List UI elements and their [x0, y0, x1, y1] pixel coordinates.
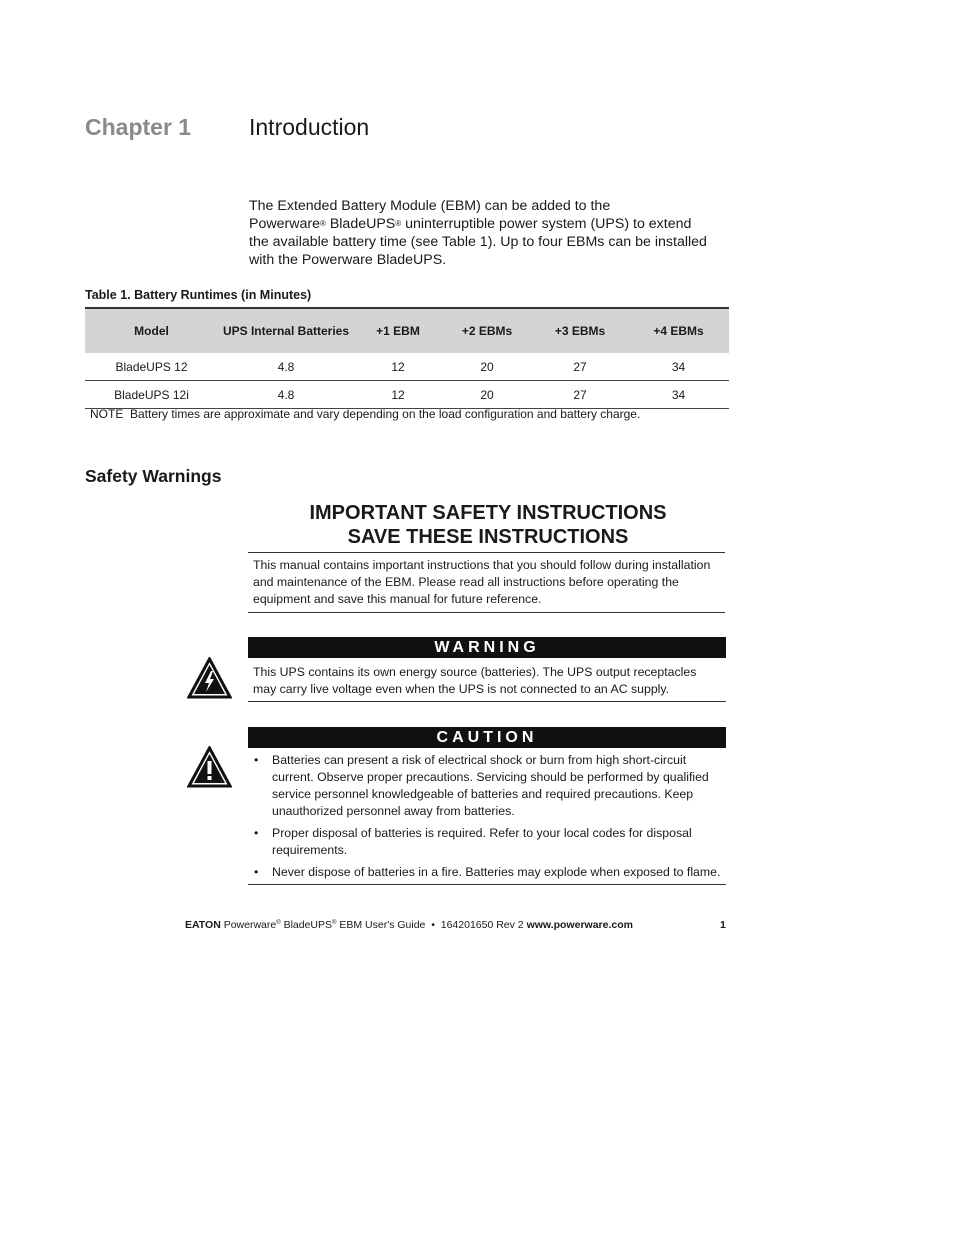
table-cell: 12	[354, 353, 442, 381]
intro-line: The Extended Battery Module (EBM) can be added to the	[249, 198, 611, 214]
battery-runtime-table	[85, 307, 729, 409]
caution-banner: CAUTION	[248, 727, 726, 748]
list-item: • Never dispose of batteries in a fire. Batteries may explode when exposed to flame.	[254, 865, 721, 879]
table-cell: 27	[532, 353, 628, 381]
table-cell: 12	[354, 381, 442, 409]
table-cell: 34	[628, 381, 729, 409]
important-line-1: IMPORTANT SAFETY INSTRUCTIONS	[309, 502, 667, 524]
table-cell: BladeUPS 12i	[85, 381, 218, 409]
table-caption: Table 1. Battery Runtimes (in Minutes)	[85, 288, 312, 302]
table-cell: 27	[532, 381, 628, 409]
high-voltage-icon	[187, 657, 232, 699]
important-line-2: SAVE THESE INSTRUCTIONS	[347, 526, 629, 548]
table-cell: 4.8	[218, 353, 354, 381]
table-header: Model	[85, 308, 218, 353]
table-header: +3 EBMs	[532, 308, 628, 353]
page-number: 1	[720, 919, 726, 931]
intro-line: Powerware® BladeUPS® uninterruptible power system (UPS) to extend	[249, 216, 692, 232]
intro-line: the available battery time (see Table 1). Up to four EBMs can be installed	[249, 234, 707, 250]
warning-text: This UPS contains its own energy source (batteries). The UPS output receptacles may carry live voltage even when the UPS is not connected to an AC supply.	[248, 662, 726, 702]
warning-banner: WARNING	[248, 637, 726, 658]
table-row	[85, 353, 729, 381]
table-cell: 20	[442, 353, 532, 381]
table-cell: BladeUPS 12	[85, 353, 218, 381]
intro-line: with the Powerware BladeUPS.	[249, 252, 447, 268]
exclamation-icon	[187, 746, 232, 788]
table-row	[85, 381, 729, 409]
table-cell: 4.8	[218, 381, 354, 409]
table-note: NOTE Battery times are approximate and vary depending on the load configuration and battery charge.	[90, 407, 641, 421]
list-item: • Proper disposal of batteries is required. Refer to your local codes for disposal requirements.	[254, 826, 692, 857]
table-cell: 34	[628, 353, 729, 381]
table-header: +2 EBMs	[442, 308, 532, 353]
page-footer: EATON Powerware® BladeUPS® EBM User's Guide • 164201650 Rev 2 www.powerware.com	[185, 919, 633, 931]
table-cell: 20	[442, 381, 532, 409]
important-instructions-text: This manual contains important instructions that you should follow during installation and maintenance of the EBM. Please read all instructions before operating the equipment and save this manual for future reference.	[248, 552, 725, 613]
caution-list	[248, 752, 726, 885]
section-heading: Safety Warnings	[85, 466, 222, 486]
chapter-title: Introduction	[249, 114, 370, 140]
important-instructions-heading	[249, 501, 727, 549]
table-header: +1 EBM	[354, 308, 442, 353]
table-header: UPS Internal Batteries	[218, 308, 354, 353]
intro-paragraph	[249, 197, 739, 269]
list-item: • Batteries can present a risk of electrical shock or burn from high short-circuit current. Observe proper precautions. Servicing should be performed by qualified service personnel knowledgeable of batteries and required precautions. Keep unauthorized personnel away from batteries.	[254, 753, 709, 818]
chapter-number: Chapter 1	[85, 114, 192, 140]
table-header: +4 EBMs	[628, 308, 729, 353]
